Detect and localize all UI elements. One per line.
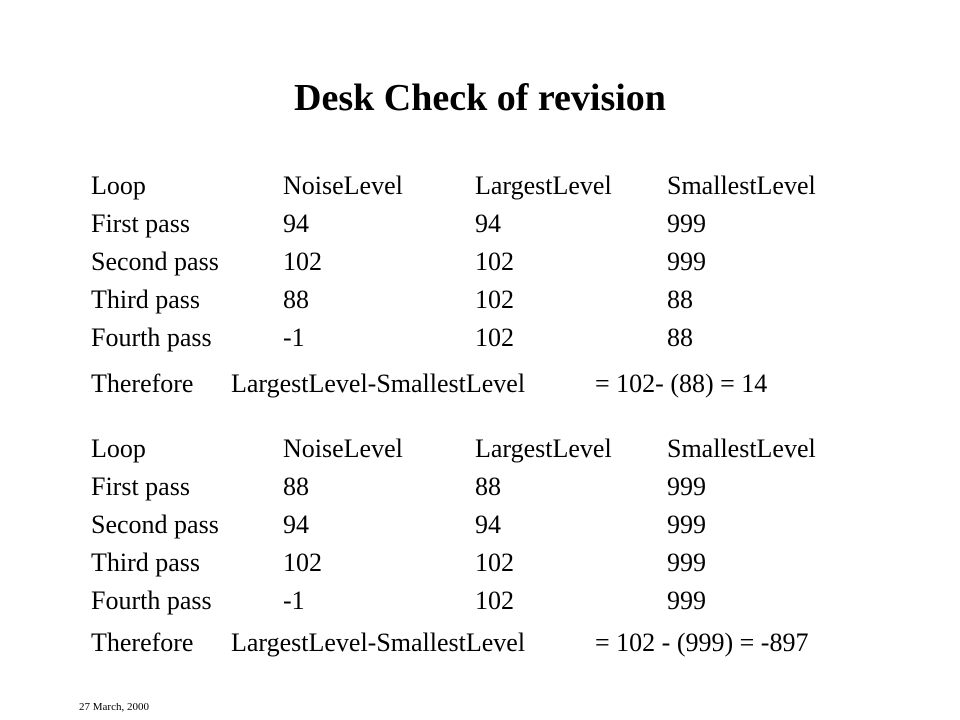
cell-largest-level: 102 (475, 548, 514, 577)
cell-loop: Second pass (91, 247, 219, 276)
slide-title: Desk Check of revision (294, 77, 666, 119)
cell-smallest-level: 999 (667, 247, 706, 276)
header-smallest-level: SmallestLevel (667, 171, 816, 200)
header-smallest-level: SmallestLevel (667, 434, 816, 463)
cell-noise-level: 94 (283, 510, 309, 539)
cell-largest-level: 102 (475, 285, 514, 314)
cell-noise-level: -1 (283, 323, 305, 352)
cell-noise-level: -1 (283, 586, 305, 615)
cell-loop: First pass (91, 209, 190, 238)
cell-loop: Third pass (91, 548, 201, 577)
cell-loop: Second pass (91, 510, 219, 539)
footer-date: 27 March, 2000 (79, 701, 149, 713)
cell-largest-level: 88 (475, 472, 501, 501)
cell-loop: First pass (91, 472, 190, 501)
cell-noise-level: 94 (283, 209, 309, 238)
conclusion-2 (91, 624, 808, 662)
header-noise-level: NoiseLevel (283, 434, 403, 463)
cell-smallest-level: 88 (667, 285, 693, 314)
header-loop: Loop (91, 171, 146, 200)
conclusion-result: = 102- (88) = 14 (595, 369, 768, 398)
conclusion-result: = 102 - (999) = -897 (595, 628, 809, 657)
cell-loop: Fourth pass (91, 586, 212, 615)
cell-noise-level: 102 (283, 548, 322, 577)
cell-noise-level: 88 (283, 285, 309, 314)
cell-smallest-level: 999 (667, 510, 706, 539)
cell-smallest-level: 999 (667, 586, 706, 615)
conclusion-label: Therefore (91, 369, 194, 398)
cell-largest-level: 94 (475, 209, 501, 238)
cell-largest-level: 102 (475, 247, 514, 276)
cell-smallest-level: 999 (667, 548, 706, 577)
cell-noise-level: 102 (283, 247, 322, 276)
cell-loop: Third pass (91, 285, 201, 314)
cell-loop: Fourth pass (91, 323, 212, 352)
conclusion-expression: LargestLevel-SmallestLevel (231, 369, 526, 398)
header-largest-level: LargestLevel (475, 171, 612, 200)
cell-largest-level: 94 (475, 510, 501, 539)
cell-smallest-level: 999 (667, 209, 706, 238)
header-largest-level: LargestLevel (475, 434, 612, 463)
conclusion-1 (91, 365, 767, 403)
header-noise-level: NoiseLevel (283, 171, 403, 200)
conclusion-label: Therefore (91, 628, 194, 657)
cell-largest-level: 102 (475, 586, 514, 615)
cell-largest-level: 102 (475, 323, 514, 352)
conclusion-expression: LargestLevel-SmallestLevel (231, 628, 526, 657)
cell-smallest-level: 88 (667, 323, 693, 352)
cell-smallest-level: 999 (667, 472, 706, 501)
header-loop: Loop (91, 434, 146, 463)
cell-noise-level: 88 (283, 472, 309, 501)
